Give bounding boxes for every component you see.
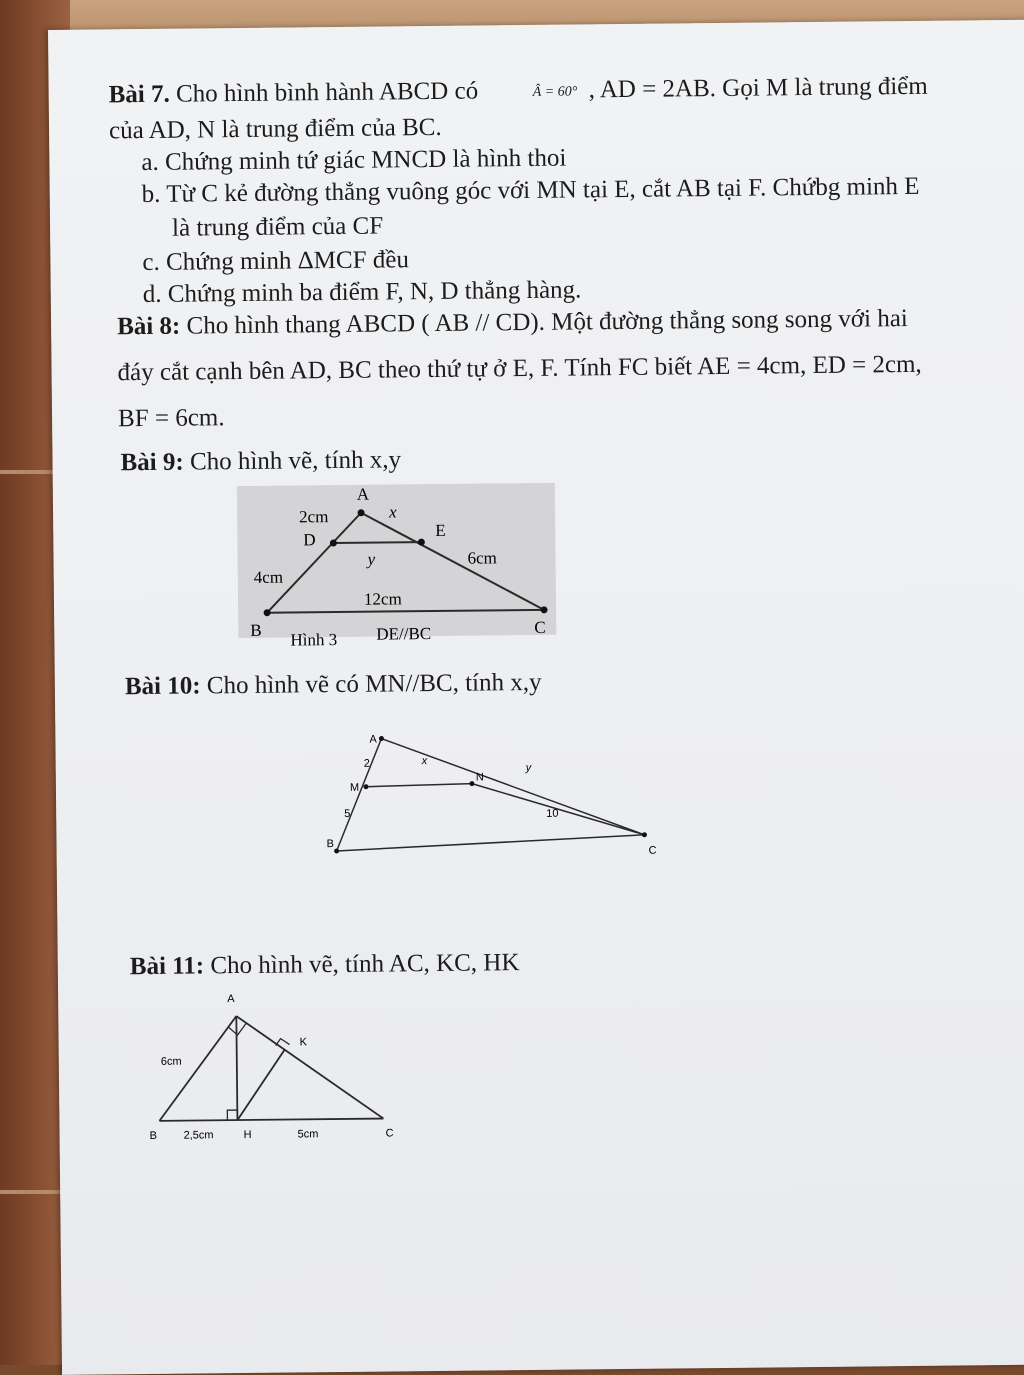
right-angle-A	[228, 1023, 246, 1035]
bai7-line1	[109, 77, 479, 109]
bai8-line3: BF = 6cm.	[117, 404, 225, 433]
bai10-title: Bài 10:	[124, 672, 201, 701]
label-6cm: 6cm	[160, 1055, 182, 1068]
edge-AC	[381, 736, 644, 838]
label-x: x	[388, 502, 397, 522]
point-N	[469, 781, 474, 786]
edge-AC	[236, 1015, 383, 1121]
label-x: x	[421, 755, 428, 768]
label-D: D	[303, 530, 316, 550]
label-A: A	[369, 733, 377, 746]
label-y: y	[525, 761, 532, 775]
label-M: M	[349, 781, 360, 794]
bai7-item-b: b. Từ C kẻ đường thẳng vuông góc với MN tại E, cắt AB tại F. Chứbg minh E	[141, 172, 920, 209]
label-2cm: 2cm	[299, 507, 329, 527]
label-2-5cm: 2,5cm	[183, 1129, 214, 1142]
bai7-text-b: , AD = 2AB. Gọi M là trung điểm	[588, 72, 928, 104]
label-H: H	[243, 1128, 252, 1142]
bai8-line1	[117, 305, 908, 341]
label-y: y	[367, 549, 376, 569]
bai11-text: Cho hình vẽ, tính AC, KC, HK	[210, 949, 520, 980]
point-M	[363, 784, 368, 789]
bai8-title: Bài 8:	[116, 312, 181, 341]
label-DE-parallel-BC: DE//BC	[376, 624, 432, 644]
edge-DE	[333, 542, 421, 543]
label-B: B	[149, 1129, 157, 1142]
label-12cm: 12cm	[363, 589, 402, 609]
bai9-figure	[237, 483, 559, 656]
bai7-line2: của AD, N là trung điểm của BC.	[108, 113, 442, 145]
bai10-text: Cho hình vẽ có MN//BC, tính x,y	[206, 668, 542, 700]
label-10: 10	[546, 807, 559, 820]
point-C	[642, 832, 647, 837]
label-N: N	[475, 771, 484, 784]
label-C: C	[648, 844, 657, 857]
bai7-text-a: Cho hình bình hành ABCD có	[175, 77, 479, 108]
label-2: 2	[363, 757, 370, 770]
bai10-heading	[125, 669, 542, 701]
bai7-item-c: c. Chứng minh ΔMCF đều	[142, 246, 410, 277]
label-C: C	[385, 1127, 394, 1140]
label-B: B	[250, 620, 262, 640]
bai10-figure	[313, 726, 664, 870]
bai9-title: Bài 9:	[120, 448, 184, 477]
bai8-line2: đáy cắt cạnh bên AD, BC theo thứ tự ở E, F. Tính FC biết AE = 4cm, ED = 2cm,	[117, 350, 922, 387]
label-5cm: 5cm	[297, 1128, 319, 1141]
bai9-figure-bg	[237, 483, 557, 638]
edge-AB	[158, 1016, 237, 1121]
label-E: E	[435, 520, 446, 540]
edge-AB	[335, 739, 382, 851]
edge-MN	[366, 784, 472, 787]
right-angle-H	[227, 1110, 237, 1120]
label-6cm: 6cm	[467, 548, 497, 568]
bai7-title: Bài 7.	[108, 80, 170, 109]
bai9-text: Cho hình vẽ, tính x,y	[189, 446, 402, 476]
label-4cm: 4cm	[253, 567, 284, 587]
edge-BC	[336, 835, 644, 851]
bai7-item-b-cont: là trung điểm của CF	[171, 212, 384, 242]
figure-caption: Hình 3	[290, 630, 338, 650]
edge-BC	[159, 1119, 383, 1121]
bai7-item-d: d. Chứng minh ba điểm F, N, D thẳng hàng.	[142, 276, 582, 309]
label-5: 5	[344, 807, 351, 820]
label-B: B	[326, 838, 334, 851]
bai11-figure	[144, 986, 416, 1149]
bai7-item-a: a. Chứng minh tứ giác MNCD là hình thoi	[141, 144, 567, 177]
worksheet-page	[48, 20, 1024, 1375]
label-A: A	[356, 484, 370, 504]
label-A: A	[227, 993, 235, 1006]
segment-HK	[237, 1050, 286, 1120]
point-B	[334, 848, 339, 853]
bai7-angle-formula: Â = 60°	[532, 84, 578, 100]
altitude-AH	[236, 1016, 237, 1120]
bai8-text: Cho hình thang ABCD ( AB // CD). Một đường thẳng song song với hai	[186, 305, 908, 340]
label-K: K	[299, 1036, 308, 1049]
point-A	[379, 736, 384, 741]
label-C: C	[534, 617, 546, 637]
bai9-heading	[120, 446, 401, 477]
bai11-heading	[130, 949, 520, 981]
bai11-title: Bài 11:	[129, 952, 205, 981]
